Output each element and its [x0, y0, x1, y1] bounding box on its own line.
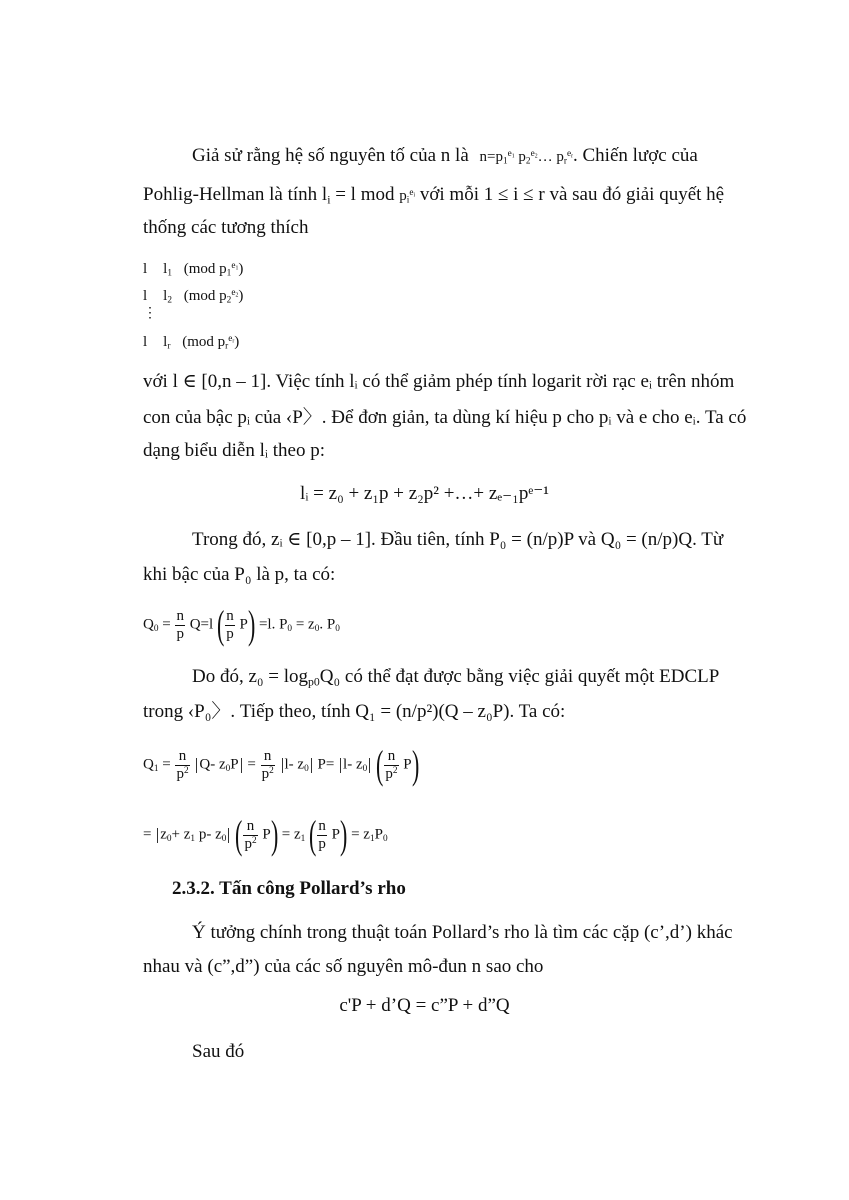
para2-line3: dạng biểu diễn lᵢ theo p:	[143, 440, 325, 461]
equation-q1-continued: = $z_0+ z_1$ p- $z_0$ ( $\frac{n}{p^2}$ $P) = z_1$ ( $\frac{n}{p}$ $P) = z_1P_0$	[143, 812, 388, 857]
para1-line2: Pohlig-Hellman là tính $l_i = l$ mod $p_i^{e_i}$ với mỗi 1 ≤ i ≤ r và sau đó giải quyết hệ	[143, 184, 725, 207]
final-line: Sau đó	[192, 1041, 245, 1062]
congruence-1: l $l_1$ (mod $p_1^{e_1}$)	[143, 260, 244, 279]
vertical-ellipsis: ⋮	[143, 306, 157, 321]
factorization-formula: $n=p_1^{e_1}$ $p_2^{e_2}\dots$ $p_r^{e_r}$	[479, 148, 573, 167]
equation-pollard: c'P + d’Q = c”P + d”Q	[339, 995, 510, 1016]
para2-line2: con của bậc pᵢ của ‹P〉. Để đơn giản, ta dùng kí hiệu p cho pᵢ và e cho eᵢ. Ta có	[143, 407, 747, 428]
equation-li: lᵢ = z₀ + z₁p + z₂p² +…+ zₑ₋₁pᵉ⁻¹	[300, 483, 549, 504]
section-heading: 2.3.2. Tấn công Pollard’s rho	[172, 878, 406, 899]
para4-line2: trong ‹P₀〉. Tiếp theo, tính Q₁ = (n/p²)(Q – z₀P). Ta có:	[143, 701, 566, 722]
para5-line2: nhau và (c”,d”) của các số nguyên mô-đun n sao cho	[143, 956, 544, 977]
para5-line1: Ý tưởng chính trong thuật toán Pollard’s rho là tìm các cặp (c’,d’) khác	[192, 922, 733, 943]
equation-q0: $Q_0$ = $\frac{n}{p}$ Q=l ( $\frac{n}{p}$ P) =l. $P_0 = z_0$. $P_0$	[143, 602, 340, 647]
para3-line2: khi bậc của P₀ là p, ta có:	[143, 564, 336, 585]
equation-q1: $Q_1$ = $\frac{n}{p^2}$ Q- $z_0P$ = $\frac{n}{p^2}$ l- $z_0$ P= l- $z_0$ ( $\frac{n}{p^2}$ P)	[143, 742, 419, 787]
congruence-r: l $l_r$ (mod $p_r^{e_r}$)	[143, 333, 240, 352]
para1-line3: thống các tương thích	[143, 217, 309, 238]
para4-line1: Do đó, $z_0 = \log_{p0}Q_0$ có thể đạt được bằng việc giải quyết một EDCLP	[192, 666, 720, 689]
para3-line1: Trong đó, zᵢ ∈ [0,p – 1]. Đầu tiên, tính P₀ = (n/p)P và Q₀ = (n/p)Q. Từ	[192, 529, 724, 550]
para1-line1: Giả sử rằng hệ số nguyên tố của n là $n=p_1^{e_1}$ $p_2^{e_2}\dots$ $p_r^{e_r}$. Chiến lược của	[192, 145, 698, 167]
para2-line1: với l ∈ [0,n – 1]. Việc tính lᵢ có thể giảm phép tính logarit rời rạc eᵢ trên nhóm	[143, 371, 735, 392]
congruence-2: l $l_2$ (mod $p_2^{e_2}$)	[143, 287, 244, 306]
